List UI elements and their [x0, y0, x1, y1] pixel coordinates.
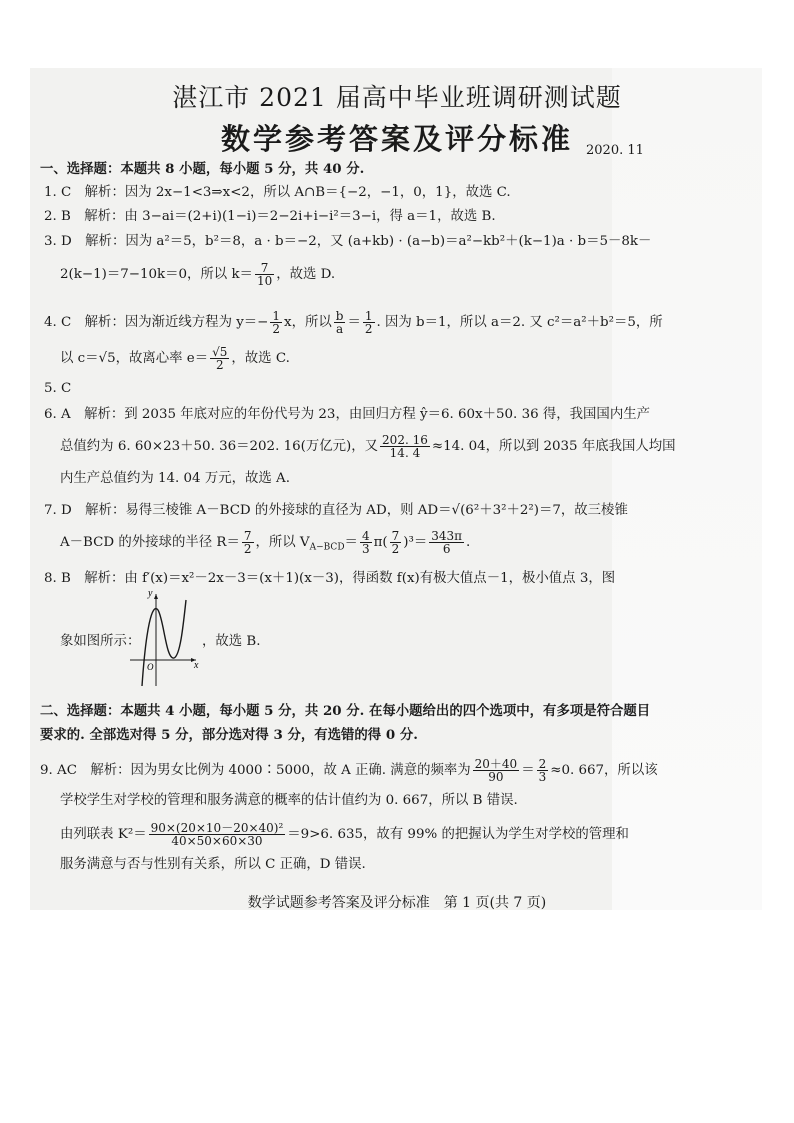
answer-4-text-2: 以 c＝√5，故离心率 e＝ — [60, 351, 209, 366]
frac-den: 6 — [442, 542, 451, 556]
frac-num: 202. 16 — [382, 433, 428, 447]
answer-3-tail: ，故选 D. — [276, 267, 336, 282]
fraction — [149, 822, 286, 847]
frac-den: 2 — [215, 358, 224, 372]
frac-den: 3 — [538, 770, 547, 784]
fraction — [429, 530, 464, 555]
graph-origin-label: O — [147, 662, 154, 672]
answer-3-line-1: 3. D 解析：因为 a²＝5，b²＝8，a · b＝−2，又 (a+kb) · (a−b)＝a²−kb²＋(k−1)a · b＝5－8k－ — [44, 234, 652, 249]
answer-9-text: 9. AC 解析：因为男女比例为 4000∶5000，故 A 正确. 满意的频率为 — [40, 763, 471, 778]
answer-9-line-4: 服务满意与否与性别有关系，所以 C 正确，D 错误. — [60, 857, 366, 872]
y-axis-arrow — [154, 594, 158, 599]
fraction — [537, 758, 549, 783]
fraction — [210, 346, 229, 371]
answer-3-line-2 — [60, 262, 335, 287]
frac-num: 2 — [538, 757, 547, 771]
answer-8-line-1: 8. B 解析：由 f′(x)＝x²－2x－3＝(x＋1)(x－3)，得函数 f(x)有极大值点－1，极小值点 3，图 — [44, 571, 616, 586]
answer-6-text: 总值约为 6. 60×23＋50. 36＝202. 16(万亿元)，又 — [60, 439, 379, 454]
answer-6-line-3: 内生产总值约为 14. 04 万元，故选 A. — [60, 471, 290, 486]
frac-num: 343π — [431, 529, 463, 543]
equals-sign: ＝ — [521, 763, 535, 778]
frac-num: 1 — [272, 309, 281, 323]
frac-num: 90×(20×10－20×40)² — [150, 821, 284, 835]
fraction — [270, 310, 282, 335]
answer-8-line-2-pre: 象如图所示： — [60, 634, 141, 649]
answer-1: 1. C 解析：因为 2x−1<3⇒x<2，所以 A∩B＝{−2，−1，0，1}，故选 C. — [44, 185, 511, 200]
answer-2: 2. B 解析：由 3−ai＝(2+i)(1−i)＝2−2i+i−i²＝3−i，得 a＝1，故选 B. — [44, 209, 496, 224]
answer-7-text: A－BCD 的外接球的半径 R＝ — [60, 535, 240, 550]
frac-den: 3 — [361, 542, 370, 556]
answer-4-line-1 — [44, 310, 663, 335]
cube-paren: )³＝ — [403, 535, 428, 550]
graph-x-label: x — [194, 660, 199, 671]
section-2-heading-2: 要求的. 全部选对得 5 分，部分选对得 3 分，有选错的得 0 分. — [40, 727, 418, 743]
answer-7-mid: ，所以 V — [255, 535, 310, 550]
section-2-heading-1: 二、选择题：本题共 4 小题，每小题 5 分，共 20 分. 在每小题给出的四个选项中，有多项是符合题目 — [40, 703, 651, 719]
fraction — [363, 310, 375, 335]
answer-6-line-2 — [60, 434, 676, 459]
answer-4-tail-2: ，故选 C. — [231, 351, 290, 366]
answer-4-mid: x，所以 — [284, 315, 332, 330]
answer-4-text: 4. C 解析：因为渐近线方程为 y＝− — [44, 315, 269, 330]
frac-den: 2 — [364, 322, 373, 336]
frac-num: √5 — [212, 345, 228, 359]
frac-num: 1 — [364, 309, 373, 323]
answer-4-line-2 — [60, 346, 290, 371]
frac-den: 14. 4 — [389, 446, 421, 460]
graph-y-label: y — [148, 588, 153, 599]
frac-num: 7 — [255, 262, 274, 275]
frac-den: 2 — [243, 542, 252, 556]
frac-den: 10 — [256, 274, 273, 288]
section-1-heading: 一、选择题：本题共 8 小题，每小题 5 分，共 40 分. — [40, 161, 365, 177]
answer-9-tail-3: ＝9>6. 635，故有 99% 的把握认为学生对学校的管理和 — [287, 827, 629, 842]
answer-9-line-1 — [40, 758, 658, 783]
answer-5: 5. C — [44, 381, 72, 396]
answer-6-line-1: 6. A 解析：到 2035 年底对应的年份代号为 23，由回归方程 ŷ＝6. 60x＋50. 36 得，我国国内生产 — [44, 407, 650, 422]
bleed-margin — [612, 68, 762, 910]
answer-7-line-2 — [60, 530, 470, 557]
frac-den: 2 — [391, 542, 400, 556]
frac-den: a — [336, 322, 344, 336]
answer-3-text: 2(k−1)＝7−10k＝0，所以 k＝ — [60, 267, 253, 282]
fraction — [473, 758, 520, 783]
frac-num: 7 — [391, 529, 400, 543]
frac-den: 2 — [272, 322, 281, 336]
answer-9-line-2: 学校学生对学校的管理和服务满意的概率的估计值约为 0. 667，所以 B 错误. — [60, 793, 518, 808]
fraction — [255, 262, 274, 287]
volume-subscript: A−BCD — [309, 542, 345, 553]
date-label: 2020. 11 — [586, 143, 644, 158]
page-subtitle: 数学参考答案及评分标准 — [220, 122, 573, 156]
frac-num: 4 — [361, 529, 370, 543]
fraction — [334, 310, 346, 335]
frac-num: b — [335, 309, 344, 323]
cubic-curve — [142, 600, 186, 686]
answer-9-tail: ≈0. 667，所以该 — [550, 763, 658, 778]
frac-num: 7 — [243, 529, 252, 543]
frac-num: 20＋40 — [474, 757, 518, 771]
answer-7-line-1: 7. D 解析：易得三棱锥 A－BCD 的外接球的直径为 AD，则 AD＝√(6²＋3²＋2²)＝7，故三棱锥 — [44, 503, 628, 518]
fraction — [390, 530, 402, 555]
pi-paren: π( — [373, 535, 388, 550]
fraction — [380, 434, 430, 459]
equals-sign: ＝ — [344, 535, 358, 550]
answer-9-line-3 — [60, 822, 629, 847]
fraction — [242, 530, 254, 555]
answer-7-tail: . — [466, 535, 471, 550]
answer-8-line-2-post: ，故选 B. — [202, 634, 261, 649]
answer-4-tail: . 因为 b＝1，所以 a＝2. 又 c²＝a²＋b²＝5，所 — [376, 315, 663, 330]
answer-9-text-3: 由列联表 K²＝ — [60, 827, 147, 842]
answer-6-tail: ≈14. 04，所以到 2035 年底我国人均国 — [431, 439, 676, 454]
page-title: 湛江市 2021 届高中毕业班调研测试题 — [172, 83, 622, 112]
fraction — [360, 530, 372, 555]
page-footer: 数学试题参考答案及评分标准 第 1 页(共 7 页) — [247, 895, 547, 911]
equals-sign: ＝ — [347, 315, 361, 330]
frac-den: 90 — [488, 770, 504, 784]
frac-den: 40×50×60×30 — [171, 834, 263, 848]
